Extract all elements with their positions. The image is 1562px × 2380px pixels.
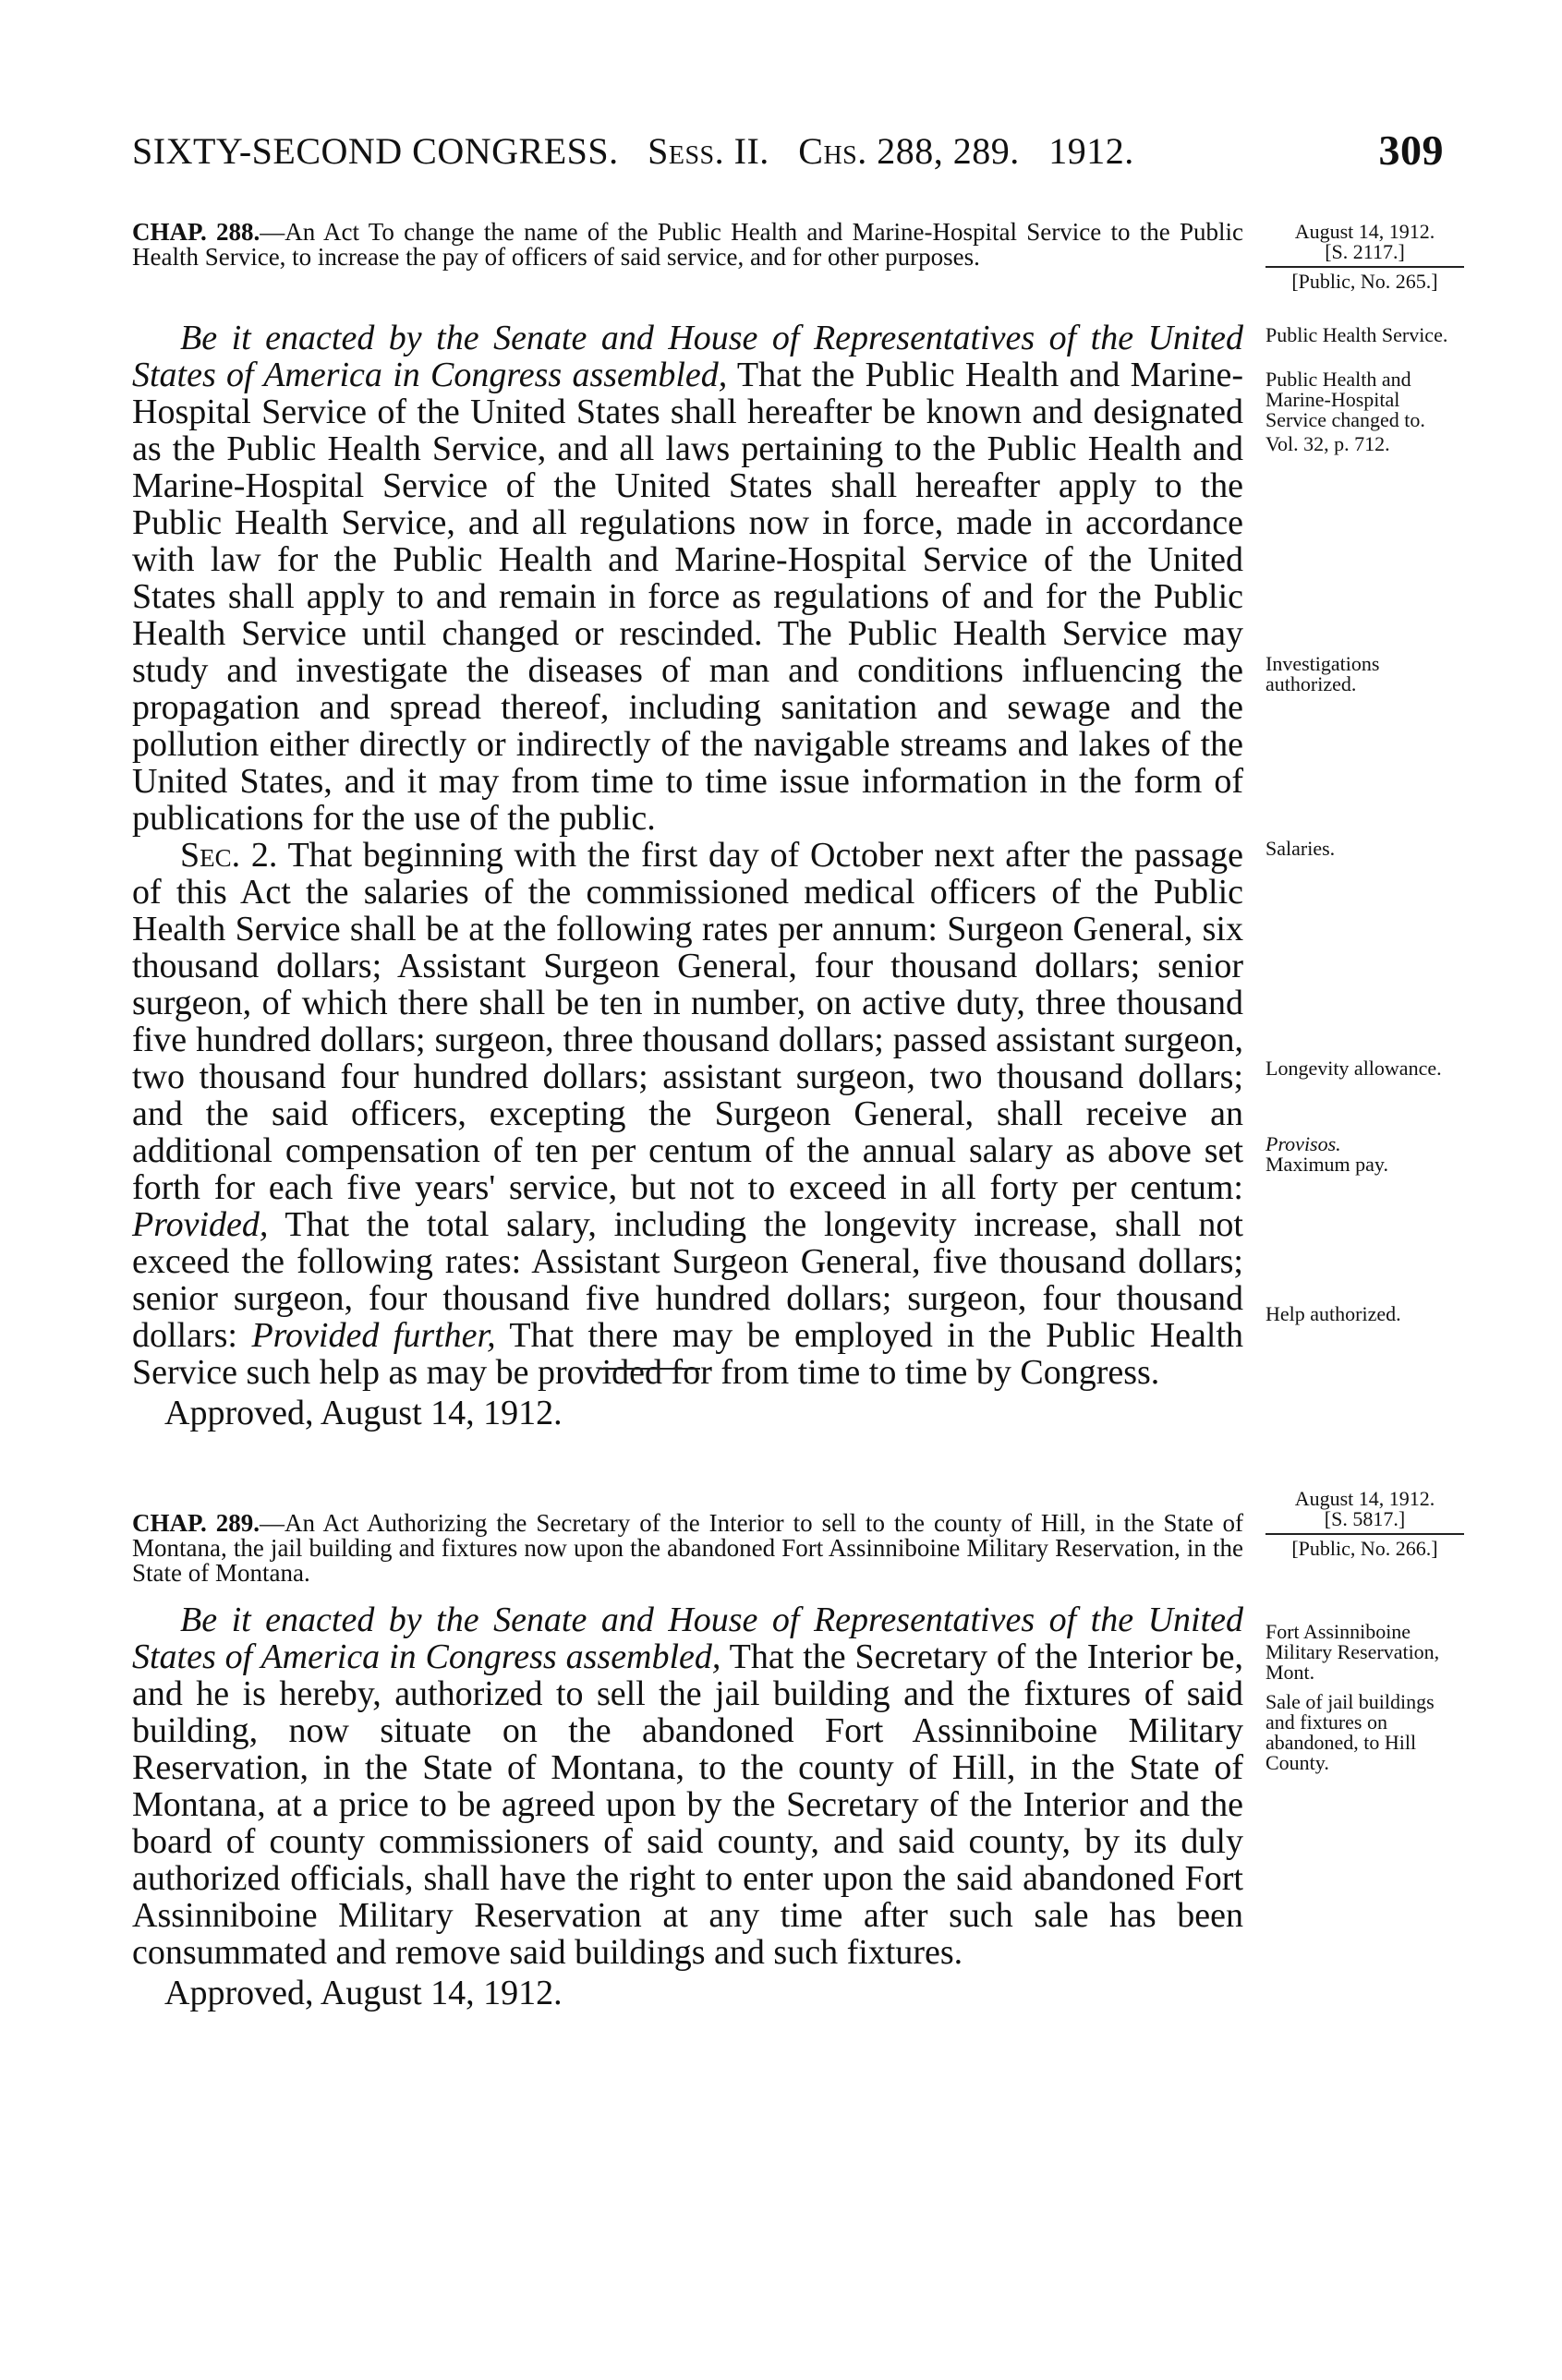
- page-number: 309: [1378, 127, 1444, 174]
- chapter-288-title: —An Act To change the name of the Public Health and Marine-Hospital Service to the Public Health Service, to increase the pay of officers of said service, and for other purposes.: [132, 218, 1244, 271]
- chapter-288-sidenote: [1265, 222, 1464, 292]
- section-2-text-b: That the total salary, including the longevity increase, shall not exceed the following rates: Assistant Surgeon General, five thousand dollars; senior surgeon, four thousand five hundred dollars; surgeon, four thousand dollars:: [132, 1205, 1243, 1355]
- chapter-288-public-no: [Public, No. 265.]: [1265, 266, 1464, 292]
- enacting-clause: Be it enacted by the Senate and House of Representatives of the United States of America in Congress assembled,: [132, 319, 1243, 394]
- section-2-text-a: That beginning with the first day of October next after the passage of this Act the salaries of the commissioned medical officers of the Public Health Service shall be at the following rates per annum: Surgeon General, six thousand dollars; Assistant Surgeon General, four thousand dollars; senior surgeon, of which there shall be ten in number, on active duty, three thousand five hundred dollars; surgeon, three thousand dollars; passed assistant surgeon, two thousand four hundred dollars; assistant surgeon, two thousand dollars; and the said officers, excepting the Surgeon General, shall receive an additional compensation of ten per centum of the annual salary as above set forth for each five years' service, but not to exceed in all forty per centum:: [132, 836, 1243, 1207]
- margin-note-name-changed: Public Health and Marine-Hospital Service changed to.: [1265, 368, 1425, 431]
- chapter-289-body: [132, 1601, 1243, 2012]
- chapter-289-public-no: [Public, No. 266.]: [1265, 1533, 1464, 1559]
- section-1-text: That the Public Health and Marine-Hospital Service of the United States shall hereafter be known and designated as the Public Health Service, and all laws pertaining to the Public Health and Marine-Hospital Service of the United States shall hereafter apply to the Public Health Service, and all regulations now in force, made in accordance with law for the Public Health and Marine-Hospital Service of the United States shall apply to and remain in force as regulations of and for the Public Health Service until changed or rescinded. The Public Health Service may study and investigate the diseases of man and conditions influencing the propagation and spread thereof, including sanitation and sewage and the pollution either directly or indirectly of the navigable streams and lakes of the United States, and it may from time to time issue information in the form of publications for the use of the public.: [132, 356, 1243, 838]
- chapter-289-title: —An Act Authorizing the Secretary of the Interior to sell to the county of Hill, in the State of Montana, the jail building and fixtures now upon the abandoned Fort Assinniboine Military Reservation, in the State of Montana.: [132, 1509, 1244, 1587]
- margin-note-longevity: Longevity allowance.: [1265, 1057, 1442, 1080]
- chapter-288-section-2: [132, 837, 1243, 1391]
- chapter-divider: [599, 1368, 700, 1370]
- chapter-289-approved: Approved, August 14, 1912.: [164, 1974, 563, 2012]
- chapter-288-date: August 14, 1912.: [1294, 220, 1435, 243]
- chapter-288-bill: [S. 2117.]: [1325, 240, 1405, 263]
- margin-note-provisos-label: Provisos.: [1265, 1132, 1341, 1155]
- proviso-further-label: Provided further,: [251, 1316, 496, 1355]
- margin-note-help-authorized: Help authorized.: [1265, 1302, 1401, 1325]
- running-header: [132, 129, 1444, 185]
- margin-note-maximum-pay: Maximum pay.: [1265, 1153, 1388, 1176]
- chapter-289-sidenote: [1265, 1489, 1464, 1559]
- chapter-288-section-1: [132, 320, 1243, 837]
- chapter-289-heading: [132, 1511, 1243, 1586]
- header-chapters: Chs. 288, 289.: [798, 130, 1020, 172]
- chapter-288-approved: Approved, August 14, 1912.: [164, 1394, 563, 1432]
- margin-note-public-health-service: Public Health Service.: [1265, 323, 1448, 346]
- header-year: 1912.: [1048, 130, 1134, 172]
- chapter-289-date: August 14, 1912.: [1294, 1487, 1435, 1510]
- margin-note-fort-reservation: Fort Assinniboine Military Reservation, Mont.: [1265, 1620, 1440, 1684]
- section-2-label: Sec. 2.: [180, 836, 278, 875]
- chapter-289-enacting-clause: Be it enacted by the Senate and House of Representatives of the United States of America in Congress assembled,: [132, 1601, 1243, 1676]
- margin-note-vol-ref: Vol. 32, p. 712.: [1265, 432, 1390, 455]
- proviso-label: Provided,: [132, 1205, 269, 1244]
- section-2-text-c: That there may be employed in the Public Health Service such help as may be provided for from time to time by Congress.: [132, 1316, 1244, 1392]
- chapter-288-body: [132, 320, 1243, 1432]
- chapter-289-section-1-text: That the Secretary of the Interior be, and he is hereby, authorized to sell the jail building and the fixtures of said building, now situate on the abandoned Fort Assinniboine Military Reservation, in the State of Montana, to the county of Hill, in the State of Montana, at a price to be agreed upon by the Secretary of the Interior and the board of county commissioners of said county, and said county, by its duly authorized officials, shall have the right to enter upon the said abandoned Fort Assinniboine Military Reservation at any time after such sale has been consummated and remove said buildings and such fixtures.: [132, 1637, 1243, 1972]
- chapter-288-heading: [132, 220, 1243, 270]
- margin-note-investigations: Investigations authorized.: [1265, 652, 1380, 695]
- header-congress: SIXTY-SECOND CONGRESS.: [132, 130, 619, 172]
- chapter-289-bill: [S. 5817.]: [1324, 1507, 1406, 1530]
- header-left: [132, 129, 1134, 173]
- chapter-289-label: CHAP. 289.: [132, 1509, 260, 1537]
- margin-note-provisos: [1265, 1134, 1464, 1175]
- margin-note-salaries: Salaries.: [1265, 837, 1336, 860]
- chapter-289-section-1: [132, 1601, 1243, 1971]
- chapter-288-label: CHAP. 288.: [132, 218, 260, 246]
- header-session: Sess. II.: [648, 130, 769, 172]
- margin-note-sale-of-jail: Sale of jail buildings and fixtures on abandoned, to Hill County.: [1265, 1690, 1435, 1774]
